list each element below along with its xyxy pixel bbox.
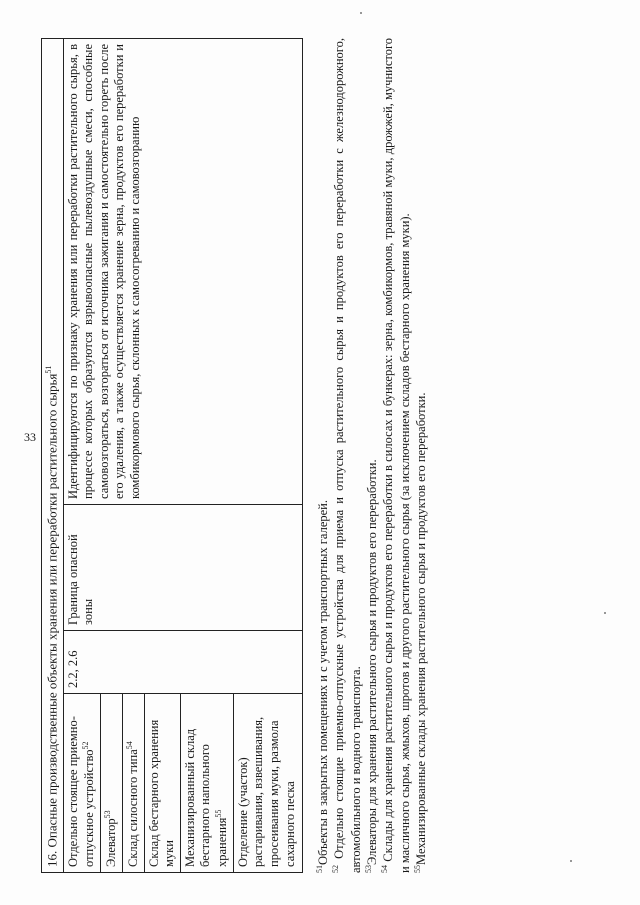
object-name: Элеватор [104,818,119,867]
footnote-ref: 52 [81,741,91,750]
footnote-text: Элеваторы для хранения растительного сырья и продуктов его переработки. [365,459,380,865]
object-name-cell [63,694,100,873]
rotated-page-content [41,23,611,883]
object-name: Склад бестарного хранения муки [146,719,177,867]
footnote-number: 53 [363,865,373,873]
footnote [364,38,380,873]
page-number: 33 [24,430,36,444]
section-header-row [42,39,64,873]
object-name: Отделение (участок) растаривания, взвешивания, просеивания муки, размола сахарного песка [235,716,297,867]
scan-speck [360,12,362,14]
footnote-number: 55 [412,865,422,873]
object-name-cell [144,694,180,873]
footnote-text: Механизированные склады хранения растительного сырья и продуктов его переработки. [414,392,429,865]
hazard-objects-table [41,38,303,873]
section-title-cell [42,39,64,873]
footnotes [315,38,430,873]
object-name-cell [100,694,122,873]
footnote-text: Объекты в закрытых помещениях и с учетом транспортных галерей. [315,500,330,865]
footnote [315,38,331,873]
object-name: Отдельно стоящее приемно-отпускное устройство [65,716,97,867]
footnote-number: 51 [314,865,324,873]
footnote [380,38,413,873]
object-name: Склад силосного типа [125,749,140,867]
table-row [63,39,100,873]
description-cell: Идентифицируются по признаку хранения или переработки растительного сырья, в процессе которых образуются взрывоопасные пылевоздушные смеси, способные самовозгораться, возгораться от источника зажигания и самостоятельно гореть после его удаления, а также осуществляется хранение зерна, продуктов его переработки и комбикормового сырья, склонных к самосогреванию и самовозгоранию [63,39,302,505]
footnote-text: Отдельно стоящие приемно-отпускные устройства для приема и отпуска растительного сырья и продуктов его переработки с железнодорожного, автомобильного и водного транспорта. [332,38,363,873]
footnote-ref: 55 [214,809,224,818]
footnote-number: 54 [380,865,390,873]
object-name-cell [233,694,302,873]
footnote-ref: 54 [124,741,134,750]
footnote-ref: 53 [102,810,112,819]
footnote [331,38,364,873]
footnote-number: 52 [331,865,341,873]
object-name-cell [180,694,233,873]
section-title: 16. Опасные производственные объекты хранения или переработки растительного сырья [44,373,60,867]
footnote-ref: 51 [44,365,53,374]
footnote [413,38,429,873]
footnote-text: Склады для хранения растительного сырья и продуктов его переработки в силосах и бункерах: зерна, комбикормов, травяной муки, дрожжей, мучнистого и масличного сырья, жмыхов, шротов и другого растительного сырья (за исключением складов бестарного хранения муки). [381,37,412,873]
zone-cell: Граница опасной зоны [63,505,302,631]
object-name: Механизированный склад бестарного напольного хранения [182,728,230,867]
sections-cell: 2.2, 2.6 [63,631,302,694]
object-name-cell [122,694,144,873]
